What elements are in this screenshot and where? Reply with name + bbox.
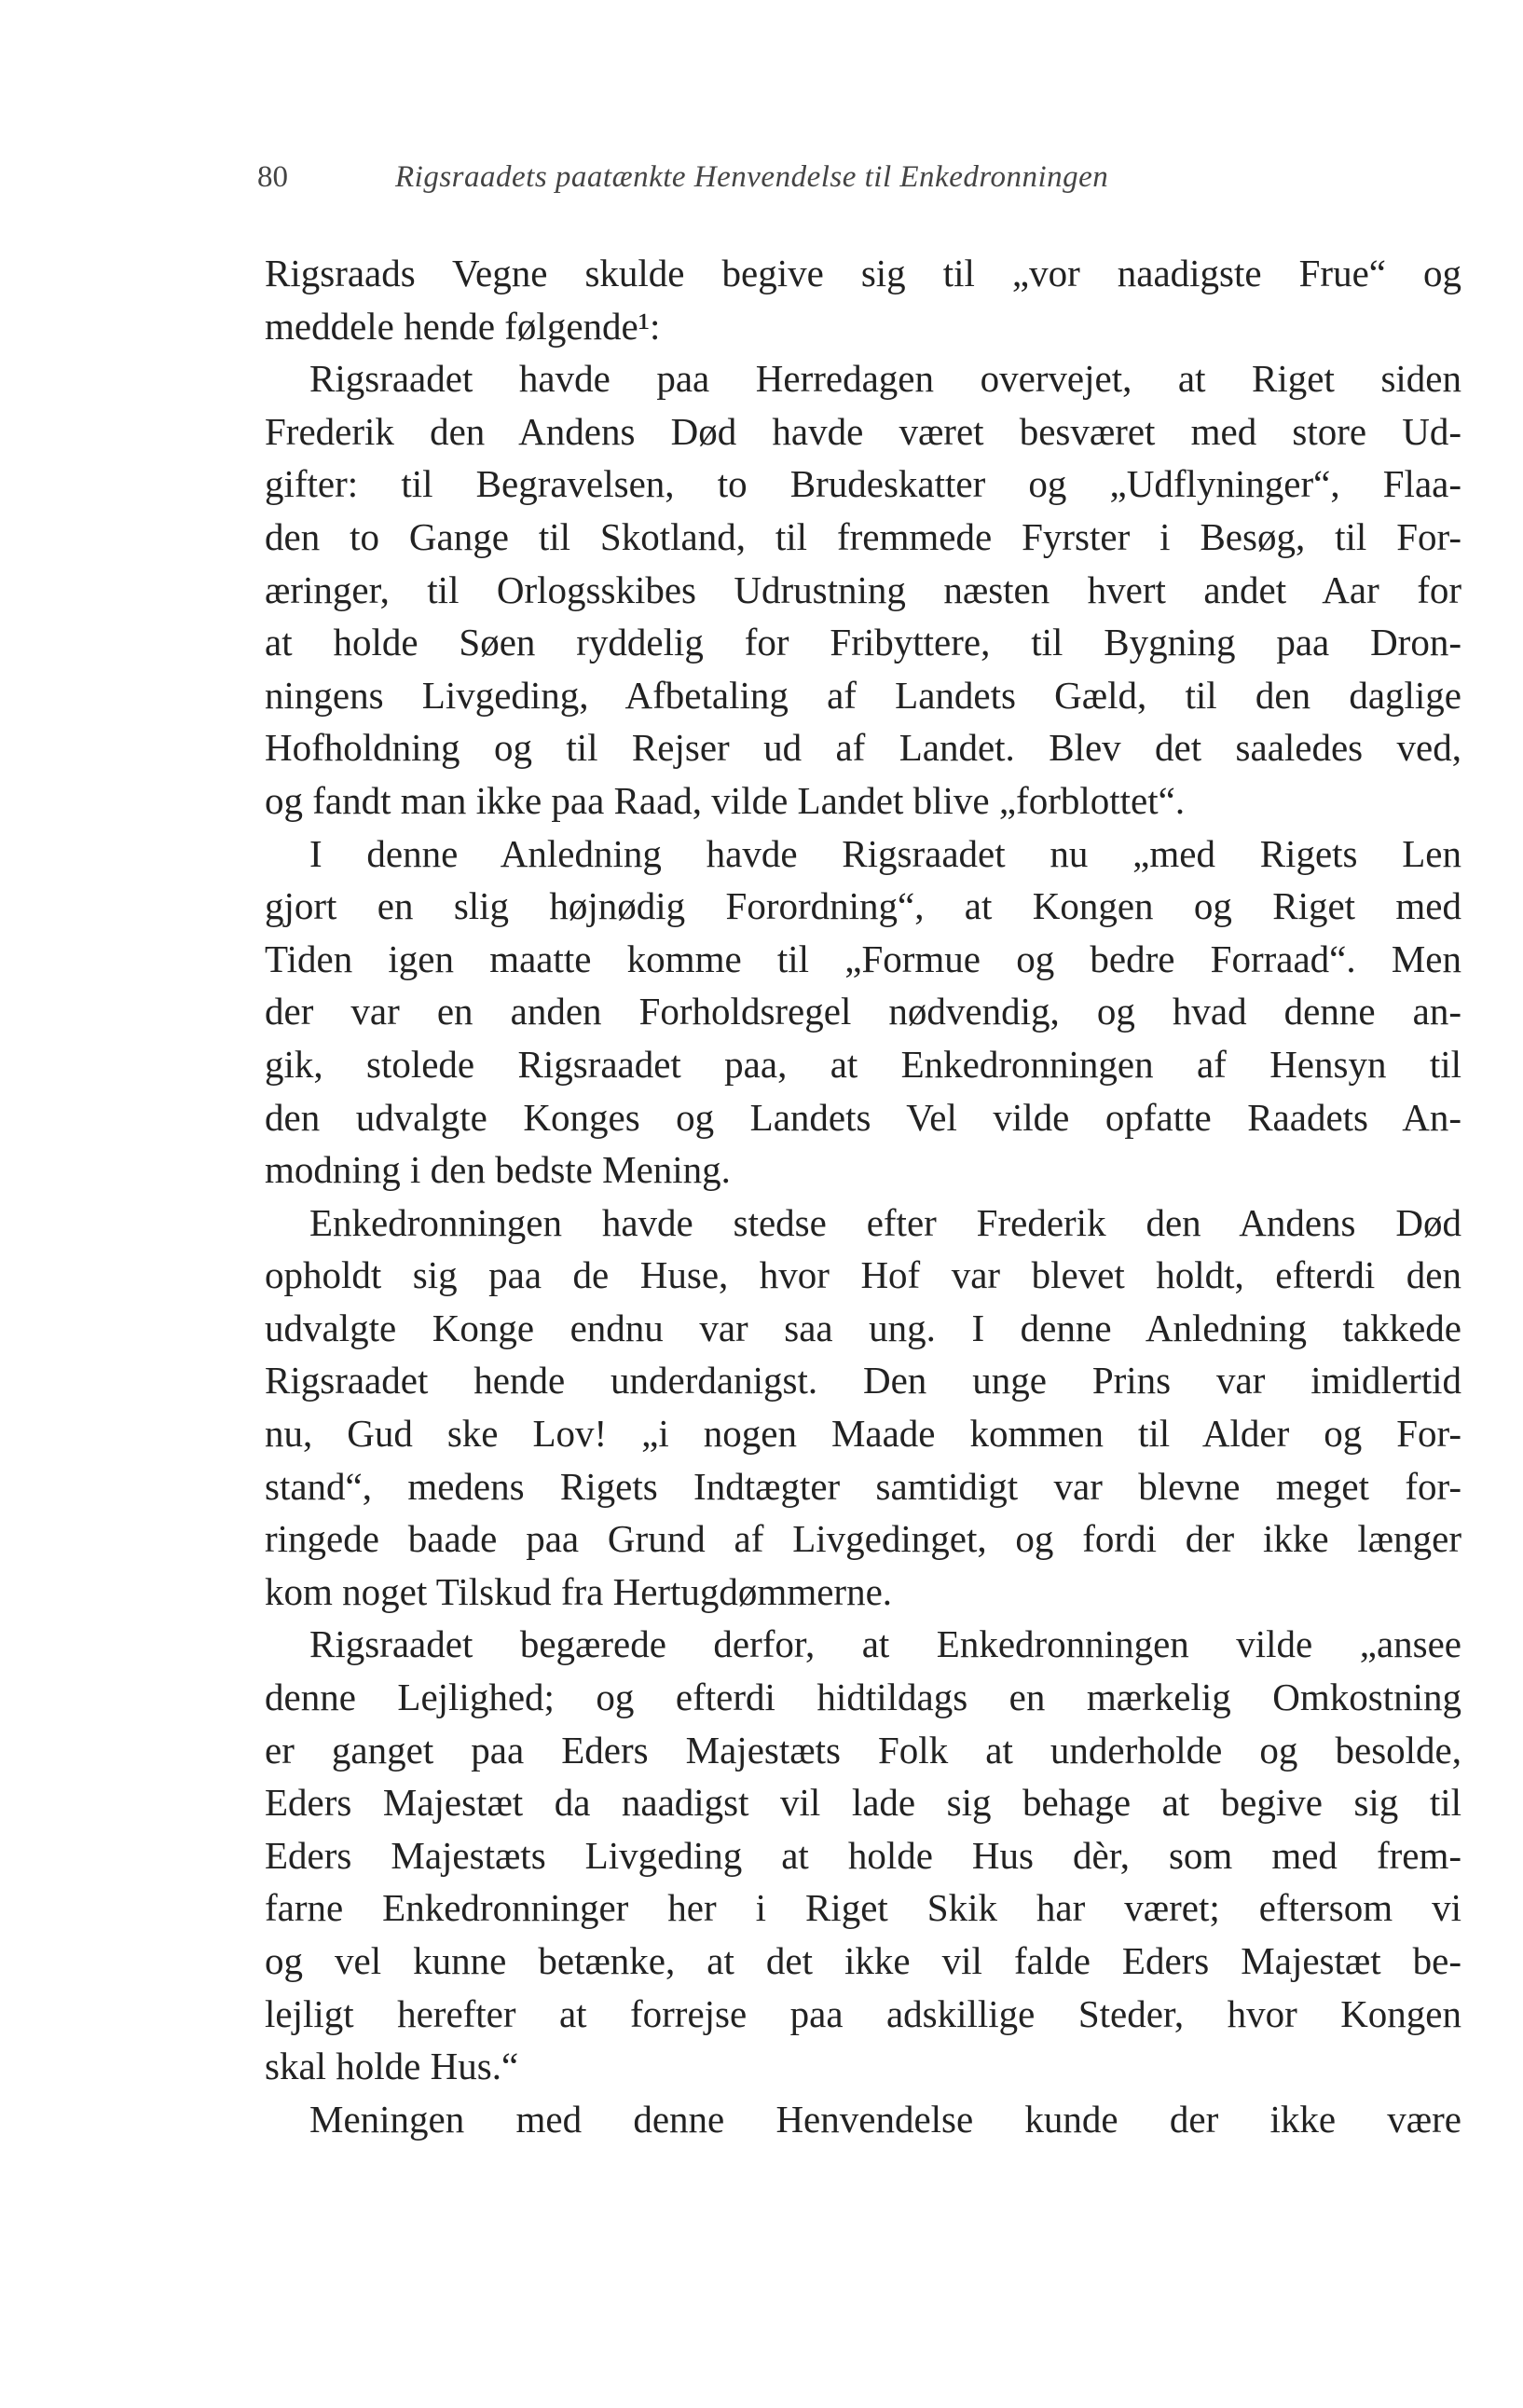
text-line: Tiden igen maatte komme til „Formue og bedre Forraad“. Men <box>265 937 1461 980</box>
text-line: meddele hende følgende¹: <box>265 304 661 348</box>
text-line: der var en anden Forholdsregel nødvendig, og hvad denne an- <box>265 990 1461 1033</box>
text-line: Eders Majestæt da naadigst vil lade sig behage at begive sig til <box>265 1781 1461 1825</box>
text-line: Rigsraadet hende underdanigst. Den unge Prins var imidlertid <box>265 1359 1461 1402</box>
text-line: nu, Gud ske Lov! „i nogen Maade kommen til Alder og For- <box>265 1412 1461 1456</box>
text-line: den to Gange til Skotland, til fremmede Fyrster i Besøg, til For- <box>265 514 1461 558</box>
text-line: kom noget Tilskud fra Hertugdømmerne. <box>265 1569 893 1613</box>
text-line: og vel kunne betænke, at det ikke vil falde Eders Majestæt be- <box>265 1939 1461 1982</box>
text-line: lejligt herefter at forrejse paa adskillige Steder, hvor Kongen <box>265 1991 1461 2035</box>
text-line: opholdt sig paa de Huse, hvor Hof var blevet holdt, efterdi den <box>265 1253 1461 1297</box>
page-number: 80 <box>257 160 288 194</box>
paragraph-start-line: I denne Anledning havde Rigsraadet nu „med Rigets Len <box>309 831 1461 875</box>
text-line: gifter: til Begravelsen, to Brudeskatter og „Udflyninger“, Flaa- <box>265 462 1461 506</box>
text-line: udvalgte Konge endnu var saa ung. I denne Anledning takkede <box>265 1306 1461 1349</box>
body-text <box>265 247 1461 2145</box>
text-line: modning i den bedste Mening. <box>265 1148 731 1192</box>
text-line: stand“, medens Rigets Indtægter samtidigt var blevne meget for- <box>265 1464 1461 1508</box>
text-line: er ganget paa Eders Majestæts Folk at underholde og besolde, <box>265 1728 1461 1772</box>
text-line: Rigsraads Vegne skulde begive sig til „vor naadigste Frue“ og <box>265 252 1461 294</box>
text-line: farne Enkedronninger her i Riget Skik har været; eftersom vi <box>265 1886 1461 1930</box>
text-line: Hofholdning og til Rejser ud af Landet. Blev det saaledes ved, <box>265 726 1461 770</box>
text-line: ningens Livgeding, Afbetaling af Landets Gæld, til den daglige <box>265 673 1461 717</box>
paragraph-start-line: Rigsraadet havde paa Herredagen overvejet, at Riget siden <box>309 357 1461 401</box>
paragraph-start-line: Meningen med denne Henvendelse kunde der ikke være <box>309 2097 1461 2141</box>
text-line: gjort en slig højnødig Forordning“, at Kongen og Riget med <box>265 884 1461 928</box>
running-head <box>257 160 1301 205</box>
paragraph-start-line: Enkedronningen havde stedse efter Frederik den Andens Død <box>309 1200 1461 1244</box>
text-line: og fandt man ikke paa Raad, vilde Landet blive „forblottet“. <box>265 778 1186 822</box>
text-line: den udvalgte Konges og Landets Vel vilde opfatte Raadets An- <box>265 1095 1461 1139</box>
paragraph-start-line: Rigsraadet begærede derfor, at Enkedronningen vilde „ansee <box>309 1622 1461 1666</box>
running-title: Rigsraadets paatænkte Henvendelse til Enkedronningen <box>395 160 1109 194</box>
text-line: Frederik den Andens Død havde været besværet med store Ud- <box>265 409 1461 453</box>
text-line: æringer, til Orlogsskibes Udrustning næsten hvert andet Aar for <box>265 568 1461 611</box>
text-line: ringede baade paa Grund af Livgedinget, og fordi der ikke længer <box>265 1517 1461 1561</box>
text-line: denne Lejlighed; og efterdi hidtildags en mærkelig Omkostning <box>265 1676 1461 1719</box>
text-line: skal holde Hus.“ <box>265 2045 519 2088</box>
text-line: Eders Majestæts Livgeding at holde Hus dèr, som med frem- <box>265 1833 1461 1877</box>
text-line: gik, stolede Rigsraadet paa, at Enkedronningen af Hensyn til <box>265 1042 1461 1086</box>
text-line: at holde Søen ryddelig for Fribyttere, til Bygning paa Dron- <box>265 621 1461 664</box>
